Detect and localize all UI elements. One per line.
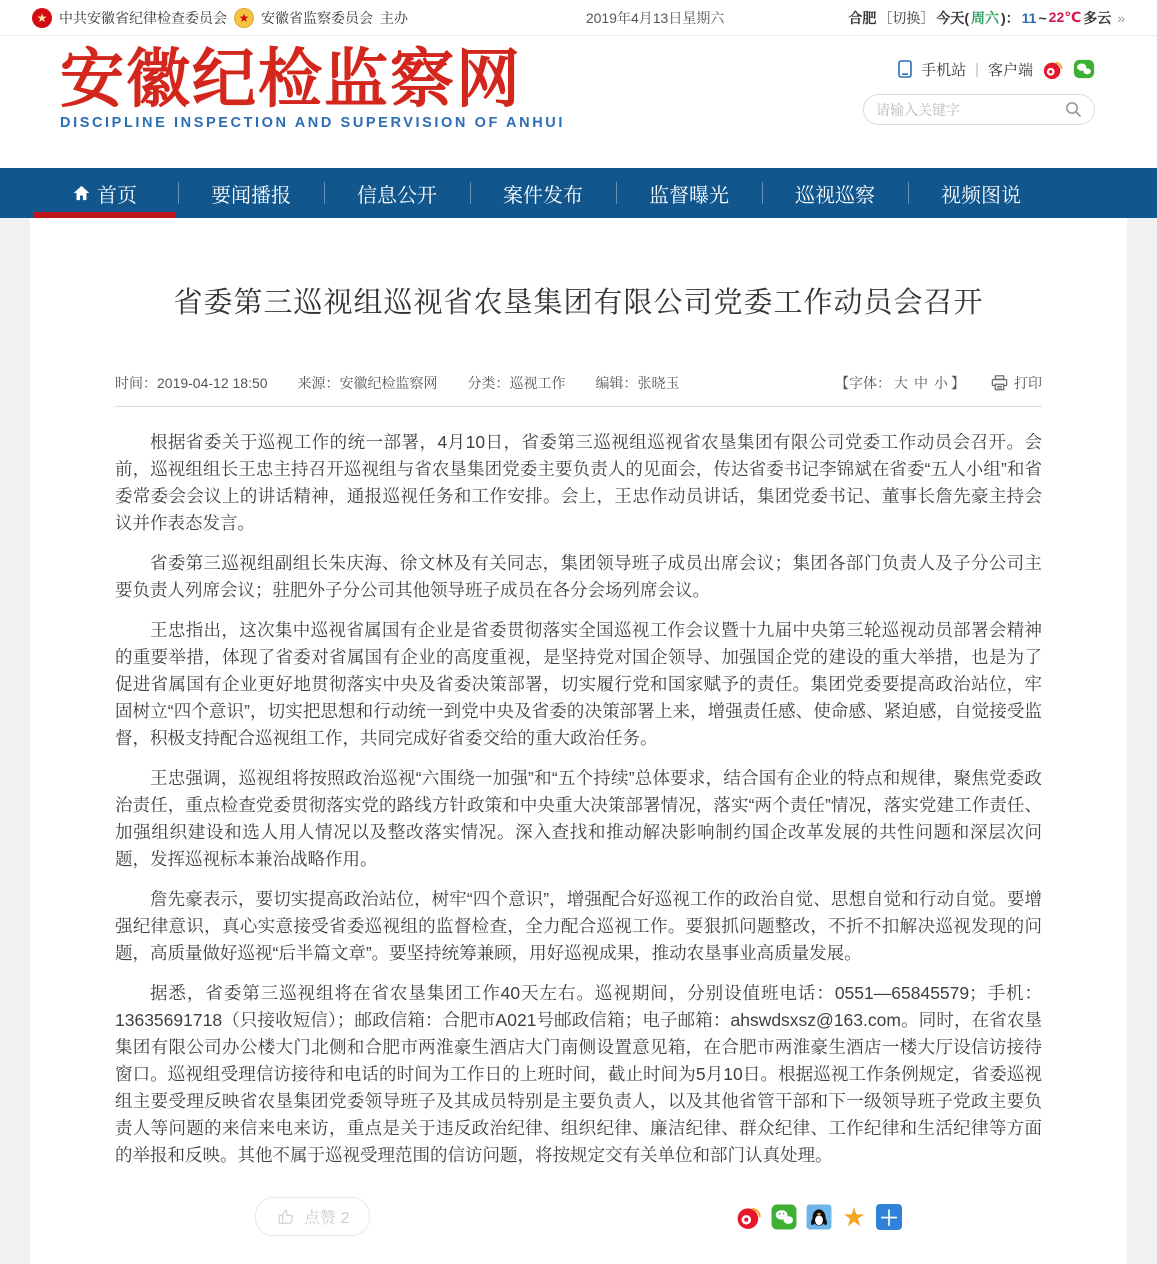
share-weibo-icon[interactable]	[736, 1204, 762, 1230]
site-header	[0, 36, 1157, 168]
nav-label: 案件发布	[503, 184, 583, 207]
client-app-link[interactable]: 客户端	[987, 61, 1033, 79]
paragraph: 王忠指出，这次集中巡视省属国有企业是省委贯彻落实全国巡视工作会议暨十九届中央第三轮巡视动员部署会精神的重要举措，体现了省委对省属国有企业的高度重视，是坚持党对国企领导、加强国企党的建设的重大举措，也是为了促进省属国有企业更好地贯彻落实中央及省委决策部署，切实履行党和国家赋予的责任。集团党委要提高政治站位，牢固树立“四个意识”，切实把思想和行动统一到党中央及省委的决策部署上来，增强责任感、使命感、紧迫感，自觉接受监督，积极支持配合巡视组工作，共同完成好省委交给的重大政治任务。	[115, 620, 1042, 749]
paragraph: 詹先豪表示，要切实提高政治站位，树牢“四个意识”，增强配合好巡视工作的政治自觉、思想自觉和行动自觉。要增强纪律意识，真心实意接受省委巡视组的监督检查，全力配合巡视工作。要狠抓问题整改，不折不扣解决巡视发现的问题，高质量做好巡视“后半篇文章”。要坚持统筹兼顾，用好巡视成果，推动农垦事业高质量发展。	[115, 889, 1042, 964]
font-size-label-open: 【字体：	[835, 375, 891, 392]
article-meta	[115, 373, 1042, 407]
sponsor-label: 主办	[380, 9, 408, 26]
paragraph: 王忠强调，巡视组将按照政治巡视“六围绕一加强”和“五个持续”总体要求，结合国有企业的特点和规律，聚焦党委政治责任，重点检查党委贯彻落实党的路线方针政策和中央重大决策部署情况，落实“两个责任”情况，落实党建工作责任、加强组织建设和选人用人情况以及整改落实情况。深入查找和推动解决影响制约国企改革发展的共性问题和深层次问题，发挥巡视标本兼治战略作用。	[115, 768, 1042, 870]
main-nav	[0, 168, 1157, 218]
share-wechat-icon[interactable]	[771, 1204, 797, 1230]
weekday-label: 周六	[971, 9, 999, 26]
temp-low: 11	[1021, 9, 1037, 26]
nav-label: 视频图说	[941, 184, 1021, 207]
header-divider: |	[975, 60, 979, 78]
font-size-medium-button[interactable]: 中	[914, 375, 928, 392]
article-actions	[115, 1197, 1042, 1236]
switch-city-link[interactable]: ［切换］	[878, 9, 935, 26]
printer-icon	[991, 375, 1008, 391]
article-card	[30, 218, 1127, 1264]
org2-label: 安徽省监察委员会	[261, 9, 373, 26]
nav-label: 信息公开	[357, 184, 437, 207]
search-input[interactable]	[876, 102, 1065, 118]
print-label: 打印	[1014, 375, 1042, 392]
share-more-icon[interactable]: ＋	[876, 1204, 902, 1230]
nav-label: 要闻播报	[211, 184, 291, 207]
font-size-label-close: 】	[951, 375, 965, 392]
like-label: 点赞 2	[304, 1210, 350, 1228]
national-emblem-icon: ★	[234, 8, 254, 28]
wechat-icon[interactable]	[1073, 58, 1095, 80]
share-bar	[736, 1201, 902, 1232]
site-subtitle: DISCIPLINE INSPECTION AND SUPERVISION OF ANHUI	[60, 115, 565, 132]
font-size-large-button[interactable]: 大	[894, 375, 908, 392]
temp-sep: ~	[1038, 9, 1047, 26]
party-emblem-icon: ★	[32, 8, 52, 28]
article-body	[115, 429, 1042, 1169]
top-bar	[0, 0, 1157, 36]
org1-label: 中共安徽省纪律检查委员会	[59, 9, 227, 26]
nav-item-home[interactable]	[32, 168, 178, 218]
nav-item-case-release[interactable]	[470, 168, 616, 218]
nav-item-video[interactable]	[908, 168, 1054, 218]
mobile-phone-icon	[898, 60, 912, 78]
nav-item-inspection[interactable]	[762, 168, 908, 218]
today-prefix: 今天(	[936, 9, 969, 26]
share-qq-icon[interactable]	[806, 1204, 832, 1230]
nav-label: 监督曝光	[649, 184, 729, 207]
font-size-control	[835, 373, 965, 393]
meta-category: 分类：巡视工作	[467, 375, 566, 392]
search-icon[interactable]	[1065, 101, 1082, 118]
current-date: 2019年4月13日星期六	[585, 9, 725, 26]
weibo-icon[interactable]	[1042, 58, 1064, 80]
city-label: 合肥	[848, 9, 877, 26]
paragraph: 根据省委关于巡视工作的统一部署，4月10日，省委第三巡视组巡视省农垦集团有限公司党委工作动员会召开。会前，巡视组组长王忠主持召开巡视组与省农垦集团党委主要负责人的见面会，传达省委书记李锦斌在省委“五人小组”和省委常委会会议上的讲话精神，通报巡视任务和工作安排。会上，王忠作动员讲话，集团党委书记、董事长詹先豪主持会议并作表态发言。	[115, 432, 1042, 534]
mobile-site-link[interactable]: 手机站	[921, 61, 967, 79]
nav-item-info-disclosure[interactable]	[324, 168, 470, 218]
meta-source: 来源：安徽纪检监察网	[297, 375, 438, 392]
font-size-small-button[interactable]: 小	[934, 375, 948, 392]
share-qzone-icon[interactable]: ★	[842, 1201, 866, 1232]
print-button[interactable]	[991, 373, 1042, 393]
nav-label: 首页	[97, 184, 137, 207]
page-background	[0, 218, 1157, 1264]
meta-editor: 编辑：张晓玉	[595, 375, 680, 392]
nav-item-news[interactable]	[178, 168, 324, 218]
nav-item-supervision-exposure[interactable]	[616, 168, 762, 218]
meta-time: 时间：2019-04-12 18:50	[115, 375, 268, 392]
home-icon	[73, 185, 90, 201]
search-box[interactable]	[863, 94, 1095, 125]
paragraph: 省委第三巡视组副组长朱庆海、徐文林及有关同志，集团领导班子成员出席会议；集团各部门负责人及子分公司主要负责人列席会议；驻肥外子分公司其他领导班子成员在各分会场列席会议。	[115, 553, 1042, 601]
temp-high: 22℃	[1048, 9, 1082, 25]
article-title: 省委第三巡视组巡视省农垦集团有限公司党委工作动员会召开	[173, 287, 984, 319]
site-logo[interactable]	[60, 46, 565, 131]
thumbs-up-icon	[276, 1207, 296, 1227]
like-button[interactable]	[255, 1197, 370, 1236]
weather-desc: 多云	[1083, 9, 1112, 26]
nav-label: 巡视巡察	[795, 184, 875, 207]
today-suffix: )：	[1001, 9, 1020, 26]
paragraph: 据悉，省委第三巡视组将在省农垦集团工作40天左右。巡视期间，分别设值班电话：0551—65845579；手机：13635691718（只接收短信）；邮政信箱：合肥市A021号邮政信箱；电子邮箱：ahswdsxsz@163.com。同时，在省农垦集团有限公司办公楼大门北侧和合肥市两淮豪生酒店大门南侧设置意见箱，在合肥市两淮豪生酒店一楼大厅设信访接待窗口。巡视组受理信访接待和电话的时间为工作日的上班时间，截止时间为5月10日。根据巡视工作条例规定，省委巡视组主要受理反映省农垦集团党委领导班子及其成员特别是主要负责人，以及其他省管干部和下一级领导班子党政主要负责人等问题的来信来电来访，重点是关于违反政治纪律、组织纪律、廉洁纪律、群众纪律、工作纪律和生活纪律等方面的举报和反映。其他不属于巡视受理范围的信访问题，将按规定交有关单位和部门认真处理。	[115, 983, 1042, 1166]
weather-more-link[interactable]: »	[1117, 9, 1125, 26]
site-title: 安徽纪检监察网	[60, 44, 522, 115]
